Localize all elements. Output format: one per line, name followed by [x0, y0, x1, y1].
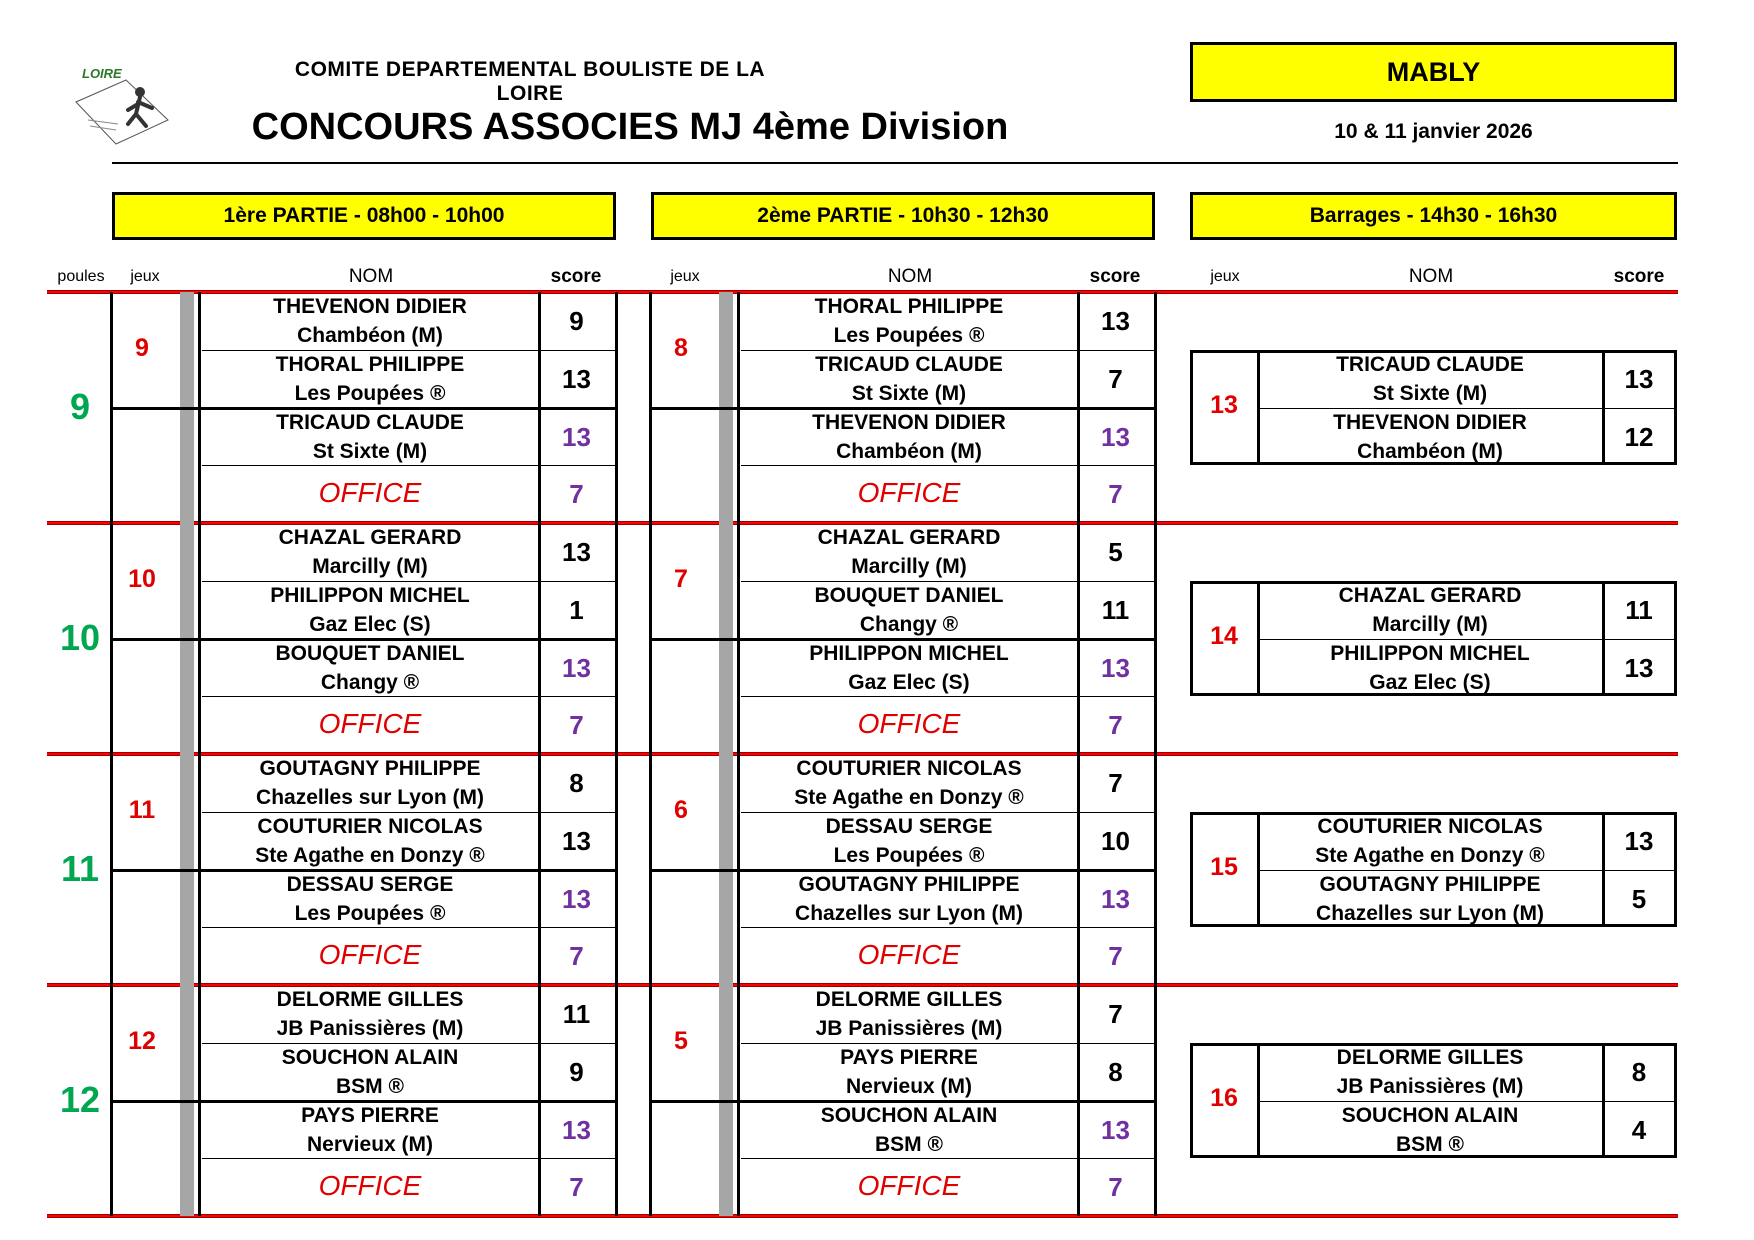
score-value: 7	[1108, 1172, 1123, 1203]
barrage-jeu-number: 13	[1210, 390, 1238, 419]
jeu-number: 8	[674, 333, 688, 362]
score-value: 13	[1101, 1114, 1130, 1145]
player-club: BSM ®	[336, 1074, 404, 1098]
player-name: TRICAUD CLAUDE	[276, 410, 464, 434]
player-club: Chazelles sur Lyon (M)	[1316, 901, 1544, 925]
player-entry	[741, 350, 1077, 408]
barrage-player-entry	[1260, 1101, 1600, 1159]
score-value: 7	[1108, 479, 1123, 510]
jeu-number: 9	[135, 333, 149, 362]
barrage-player-entry	[1260, 350, 1600, 408]
score-value: 11	[562, 999, 591, 1029]
player-club: Nervieux (M)	[845, 1074, 973, 1098]
player-entry	[202, 812, 538, 870]
office-label: OFFICE	[318, 1170, 422, 1202]
barrage-jeu-number: 15	[1210, 852, 1238, 881]
score-value: 9	[569, 1056, 584, 1087]
player-name: TRICAUD CLAUDE	[1336, 352, 1524, 376]
jeu-number: 12	[128, 1026, 156, 1055]
col-nom-3: NOM	[1408, 266, 1454, 287]
player-entry	[202, 639, 538, 697]
score-value: 7	[1108, 768, 1123, 798]
player-name: DESSAU SERGE	[825, 814, 993, 838]
player-entry	[202, 754, 538, 812]
player-entry	[741, 581, 1077, 639]
player-name: DELORME GILLES	[276, 988, 464, 1011]
player-club: Chazelles sur Lyon (M)	[795, 901, 1023, 925]
col-score-2: score	[1089, 266, 1141, 287]
score-value: 8	[1108, 1056, 1123, 1087]
office-label: OFFICE	[318, 939, 422, 971]
jeu-number: 11	[128, 795, 156, 824]
col-jeux-2: jeux	[670, 268, 700, 285]
player-name: PAYS PIERRE	[840, 1045, 978, 1069]
score-value: 13	[1101, 883, 1130, 914]
section-right-border	[1154, 292, 1157, 523]
player-entry	[741, 1043, 1077, 1101]
player-club: Les Poupées ®	[833, 843, 985, 867]
section-right-border	[1154, 523, 1157, 754]
player-name: GOUTAGNY PHILIPPE	[259, 757, 481, 780]
barrage-score-value: 13	[1624, 363, 1654, 394]
office-label: OFFICE	[857, 708, 961, 740]
barrage-jeu-number: 16	[1210, 1083, 1238, 1112]
player-name: SOUCHON ALAIN	[281, 1045, 459, 1069]
barrage-player-entry	[1260, 408, 1600, 466]
score-value: 5	[1108, 537, 1123, 567]
jeu-number: 7	[674, 564, 688, 593]
event-date: 10 & 11 janvier 2026	[1334, 120, 1533, 143]
page-title: CONCOURS ASSOCIES MJ 4ème Division	[251, 106, 1009, 148]
player-entry	[202, 408, 538, 466]
office-label: OFFICE	[857, 1170, 961, 1202]
barrage-player-entry	[1260, 870, 1600, 928]
office-label: OFFICE	[857, 477, 961, 509]
score-value: 13	[1101, 306, 1130, 336]
player-entry	[202, 870, 538, 928]
player-club: Ste Agathe en Donzy ®	[255, 843, 485, 867]
section-right-border	[615, 985, 618, 1216]
player-club: Ste Agathe en Donzy ®	[794, 786, 1024, 809]
player-entry	[202, 523, 538, 581]
player-club: JB Panissières (M)	[1336, 1074, 1524, 1098]
player-club: Les Poupées ®	[294, 901, 446, 925]
score-value: 7	[1108, 941, 1123, 972]
col-jeux-3: jeux	[1210, 268, 1240, 285]
player-club: Gaz Elec (S)	[1369, 670, 1491, 694]
player-club: Marcilly (M)	[851, 555, 967, 578]
jeu-number: 5	[674, 1026, 688, 1055]
score-value: 13	[562, 825, 591, 856]
player-entry	[202, 1101, 538, 1159]
header-divider	[112, 162, 1678, 164]
player-name: BOUQUET DANIEL	[275, 641, 465, 665]
player-club: St Sixte (M)	[312, 439, 428, 463]
col-nom-2: NOM	[887, 266, 933, 287]
player-name: THORAL PHILIPPE	[275, 352, 465, 376]
score-value: 13	[562, 883, 591, 914]
score-value: 13	[562, 537, 591, 567]
player-entry	[741, 812, 1077, 870]
player-club: Gaz Elec (S)	[309, 612, 431, 636]
petanque-player-icon	[68, 62, 178, 148]
barrage-player-entry	[1260, 581, 1600, 639]
score-value: 7	[569, 479, 584, 510]
barrage-score-value: 12	[1624, 421, 1654, 452]
player-name: THEVENON DIDIER	[273, 295, 467, 318]
player-club: Chambéon (M)	[297, 324, 443, 347]
player-name: COUTURIER NICOLAS	[796, 757, 1022, 780]
player-club: Changy ®	[859, 612, 959, 636]
player-name: PAYS PIERRE	[301, 1103, 439, 1127]
player-name: PHILIPPON MICHEL	[270, 583, 470, 607]
phase-first-header: 1ère PARTIE - 08h00 - 10h00	[112, 192, 616, 240]
player-entry	[741, 639, 1077, 697]
player-name: BOUQUET DANIEL	[814, 583, 1004, 607]
score-value: 7	[569, 941, 584, 972]
player-entry	[202, 1043, 538, 1101]
player-name: CHAZAL GERARD	[278, 526, 462, 549]
poule-number: 10	[59, 616, 101, 658]
col-poules: poules	[57, 268, 105, 285]
barrage-player-entry	[1260, 812, 1600, 870]
player-club: JB Panissières (M)	[815, 1017, 1003, 1040]
jeu-number: 10	[128, 564, 156, 593]
player-club: Nervieux (M)	[306, 1132, 434, 1156]
score-value: 8	[569, 768, 584, 798]
player-club: Chazelles sur Lyon (M)	[256, 786, 484, 809]
player-name: CHAZAL GERARD	[1338, 583, 1522, 607]
player-club: Ste Agathe en Donzy ®	[1315, 843, 1545, 867]
player-club: St Sixte (M)	[851, 381, 967, 405]
player-name: GOUTAGNY PHILIPPE	[798, 872, 1020, 896]
player-club: JB Panissières (M)	[276, 1017, 464, 1040]
player-name: PHILIPPON MICHEL	[809, 641, 1009, 665]
player-name: CHAZAL GERARD	[817, 526, 1001, 549]
logo-text: LOIRE	[82, 66, 122, 81]
player-entry	[741, 870, 1077, 928]
player-entry	[202, 292, 538, 350]
player-club: Marcilly (M)	[312, 555, 428, 578]
player-name: THEVENON DIDIER	[812, 410, 1006, 434]
player-entry	[741, 985, 1077, 1043]
player-club: BSM ®	[1396, 1132, 1464, 1156]
player-club: Les Poupées ®	[833, 324, 985, 347]
player-name: THORAL PHILIPPE	[814, 295, 1004, 318]
barrage-score-value: 4	[1631, 1114, 1647, 1145]
player-club: Marcilly (M)	[1372, 612, 1488, 636]
barrage-player-entry	[1260, 639, 1600, 697]
office-label: OFFICE	[318, 708, 422, 740]
player-name: SOUCHON ALAIN	[820, 1103, 998, 1127]
score-value: 13	[562, 1114, 591, 1145]
player-club: Chambéon (M)	[836, 439, 982, 463]
office-label: OFFICE	[857, 939, 961, 971]
player-name: DELORME GILLES	[1336, 1045, 1524, 1069]
section-right-border	[1154, 985, 1157, 1216]
barrage-score-value: 13	[1624, 652, 1654, 683]
score-value: 1	[569, 594, 584, 625]
score-value: 7	[1108, 999, 1123, 1029]
player-name: SOUCHON ALAIN	[1341, 1103, 1519, 1127]
player-entry	[741, 1101, 1077, 1159]
player-club: St Sixte (M)	[1372, 381, 1488, 405]
score-value: 13	[562, 421, 591, 452]
player-name: PHILIPPON MICHEL	[1330, 641, 1530, 665]
barrage-score-value: 5	[1631, 883, 1647, 914]
player-club: Chambéon (M)	[1357, 439, 1503, 463]
col-jeux-1: jeux	[130, 268, 160, 285]
player-entry	[741, 523, 1077, 581]
score-value: 9	[569, 306, 584, 336]
section-right-border	[615, 292, 618, 523]
poule-number: 12	[59, 1078, 101, 1120]
player-club: Changy ®	[320, 670, 420, 694]
poule-number: 9	[69, 385, 91, 427]
barrage-player-entry	[1260, 1043, 1600, 1101]
player-entry	[202, 985, 538, 1043]
office-label: OFFICE	[318, 477, 422, 509]
score-value: 13	[1101, 652, 1130, 683]
score-value: 13	[562, 363, 591, 394]
barrage-score-value: 8	[1631, 1056, 1647, 1087]
phase-barrages-header: Barrages - 14h30 - 16h30	[1190, 192, 1677, 240]
score-value: 13	[562, 652, 591, 683]
player-name: COUTURIER NICOLAS	[1317, 814, 1543, 838]
score-value: 10	[1101, 825, 1130, 856]
player-entry	[741, 292, 1077, 350]
barrage-jeu-number: 14	[1210, 621, 1238, 650]
player-name: THEVENON DIDIER	[1333, 410, 1527, 434]
poule-number: 11	[60, 847, 100, 889]
section-right-border	[615, 523, 618, 754]
player-name: DELORME GILLES	[815, 988, 1003, 1011]
score-value: 7	[569, 710, 584, 741]
player-name: DESSAU SERGE	[286, 872, 454, 896]
loire-logo	[68, 62, 178, 148]
poule-separator	[47, 1214, 1678, 1218]
player-entry	[202, 350, 538, 408]
phase-second-header: 2ème PARTIE - 10h30 - 12h30	[651, 192, 1155, 240]
score-value: 7	[1108, 710, 1123, 741]
player-entry	[202, 581, 538, 639]
section-right-border	[1154, 754, 1157, 985]
barrage-score-value: 11	[1625, 594, 1653, 625]
col-score-1: score	[550, 266, 602, 287]
player-club: BSM ®	[875, 1132, 943, 1156]
venue-box: MABLY	[1190, 42, 1677, 102]
score-value: 13	[1101, 421, 1130, 452]
score-value: 11	[1101, 594, 1130, 625]
player-entry	[741, 754, 1077, 812]
col-score-3: score	[1613, 266, 1665, 287]
jeu-number: 6	[674, 795, 688, 824]
score-value: 7	[1108, 363, 1123, 394]
player-name: COUTURIER NICOLAS	[257, 814, 483, 838]
player-entry	[741, 408, 1077, 466]
player-name: TRICAUD CLAUDE	[815, 352, 1003, 376]
col-nom-1: NOM	[348, 266, 394, 287]
barrage-score-value: 13	[1624, 825, 1654, 856]
organization-name: COMITE DEPARTEMENTAL BOULISTE DE LA LOIRE	[294, 58, 766, 105]
section-right-border	[615, 754, 618, 985]
player-club: Gaz Elec (S)	[848, 670, 970, 694]
score-value: 7	[569, 1172, 584, 1203]
player-club: Les Poupées ®	[294, 381, 446, 405]
player-name: GOUTAGNY PHILIPPE	[1319, 872, 1541, 896]
